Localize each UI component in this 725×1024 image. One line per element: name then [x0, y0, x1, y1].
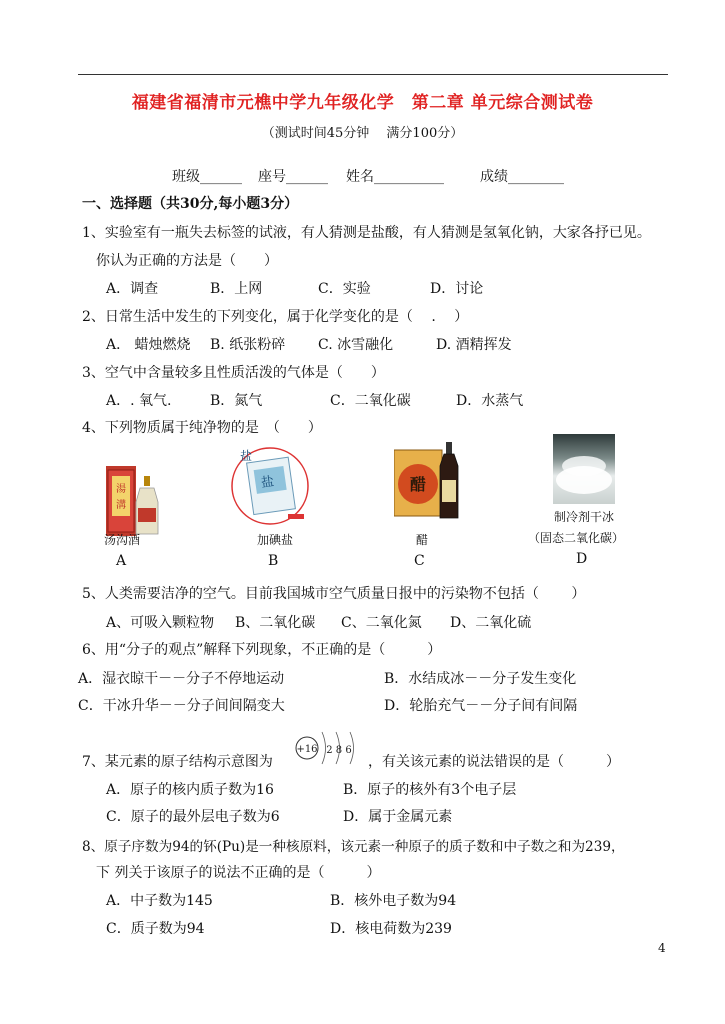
question-8-line-1: 8、原子序数为94的钚(Pu)是一种核原料，该元素一种原子的质子数和中子数之和为239，	[82, 839, 625, 855]
svg-text:醋: 醋	[409, 475, 427, 494]
q2-option-a: A． 蜡烛燃烧	[106, 337, 191, 353]
question-1-line-2: 你认为正确的方法是（ ）	[96, 253, 278, 269]
q7-option-b: B．原子的核外有3个电子层	[343, 782, 517, 798]
question-6: 6、用“分子的观点”解释下列现象，不正确的是（ ）	[82, 642, 442, 658]
q5-option-d: D、二氧化硫	[450, 615, 532, 631]
class-field: 班级______	[172, 169, 242, 185]
q6-option-b: B．水结成冰－－分子发生变化	[384, 671, 577, 687]
liquor-caption: 汤沟酒	[104, 533, 141, 547]
dry-ice-caption-2: （固态二氧化碳）	[528, 531, 625, 545]
dry-ice-caption-1: 制冷剂干冰	[554, 510, 615, 524]
atom-nucleus-label: +16	[296, 744, 318, 755]
q6-option-d: D．轮胎充气－－分子间有间隔	[384, 698, 578, 714]
q8-option-a: A．中子数为145	[106, 893, 213, 909]
q4-option-d: D	[576, 551, 588, 567]
q6-option-a: A．湿衣晾干－－分子不停地运动	[78, 671, 285, 687]
q7-option-d: D．属于金属元素	[343, 809, 453, 825]
atom-electron-shells: 2 8 6	[326, 745, 352, 756]
page-title: 福建省福清市元樵中学九年级化学 第二章 单元综合测试卷	[131, 93, 594, 113]
q3-option-a: A．. 氧气.	[106, 393, 172, 409]
q3-option-b: B．氮气	[210, 393, 263, 409]
q4-option-c: C	[414, 553, 425, 569]
seat-field: 座号______	[258, 169, 328, 185]
q4-option-a: A	[116, 553, 127, 569]
q7-option-c: C．原子的最外层电子数为6	[106, 809, 280, 825]
q2-option-b: B. 纸张粉碎	[210, 337, 286, 353]
question-3: 3、空气中含量较多且性质活泼的气体是（ ）	[82, 365, 385, 381]
q3-option-d: D．水蒸气	[456, 393, 524, 409]
question-4: 4、下列物质属于纯净物的是 （ ）	[82, 420, 322, 436]
q2-option-c: C. 冰雪融化	[318, 337, 394, 353]
svg-text:溝: 溝	[116, 500, 126, 511]
q1-option-b: B．上网	[210, 281, 263, 297]
question-7-text: 7、某元素的原子结构示意图为	[82, 754, 273, 770]
name-field: 姓名__________	[346, 169, 444, 185]
question-7-text-after: ，有关该元素的说法错误的是（ ）	[368, 754, 620, 770]
dry-ice-image	[553, 434, 615, 504]
q3-option-c: C．二氧化碳	[330, 393, 411, 409]
q1-option-a: A．调查	[106, 281, 159, 297]
question-1-line-1: 1、实验室有一瓶失去标签的试液，有人猜测是盐酸，有人猜测是氢氧化钠，大家各抒已见。	[82, 225, 651, 241]
q5-option-b: B、二氧化碳	[235, 615, 316, 631]
q8-option-d: D．核电荷数为239	[330, 921, 452, 937]
salt-caption: 加碘盐	[257, 533, 294, 547]
q8-option-c: C．质子数为94	[106, 921, 205, 937]
page-subtitle: （测试时间45分钟 满分100分）	[261, 126, 464, 141]
q7-option-a: A．原子的核内质子数为16	[106, 782, 274, 798]
question-5: 5、人类需要洁净的空气。目前我国城市空气质量日报中的污染物不包括（ ）	[82, 586, 586, 602]
q8-option-b: B．核外电子数为94	[330, 893, 457, 909]
q1-option-c: C．实验	[318, 281, 371, 297]
header-rule	[78, 74, 668, 75]
salt-image	[230, 444, 310, 526]
q5-option-c: C、二氧化氮	[341, 615, 422, 631]
atom-structure-diagram	[292, 726, 368, 776]
q6-option-c: C．干冰升华－－分子间间隔变大	[78, 698, 285, 714]
svg-text:湯: 湯	[116, 484, 126, 495]
section-heading: 一、选择题（共30分,每小题3分）	[82, 196, 299, 212]
vinegar-image	[394, 440, 462, 520]
q2-option-d: D. 酒精挥发	[436, 337, 512, 353]
question-2: 2、日常生活中发生的下列变化，属于化学变化的是（ . ）	[82, 309, 469, 325]
liquor-image	[104, 462, 162, 538]
score-field: 成绩________	[480, 169, 564, 185]
q1-option-d: D．讨论	[430, 281, 484, 297]
q5-option-a: A、可吸入颗粒物	[106, 615, 215, 631]
page-number: 4	[658, 941, 666, 955]
vinegar-caption: 醋	[416, 533, 429, 547]
question-8-line-2: 下 列关于该原子的说法不正确的是（ ）	[96, 865, 381, 881]
q4-option-b: B	[268, 553, 279, 569]
svg-text:盐: 盐	[240, 449, 253, 463]
svg-text:盐: 盐	[260, 474, 276, 492]
